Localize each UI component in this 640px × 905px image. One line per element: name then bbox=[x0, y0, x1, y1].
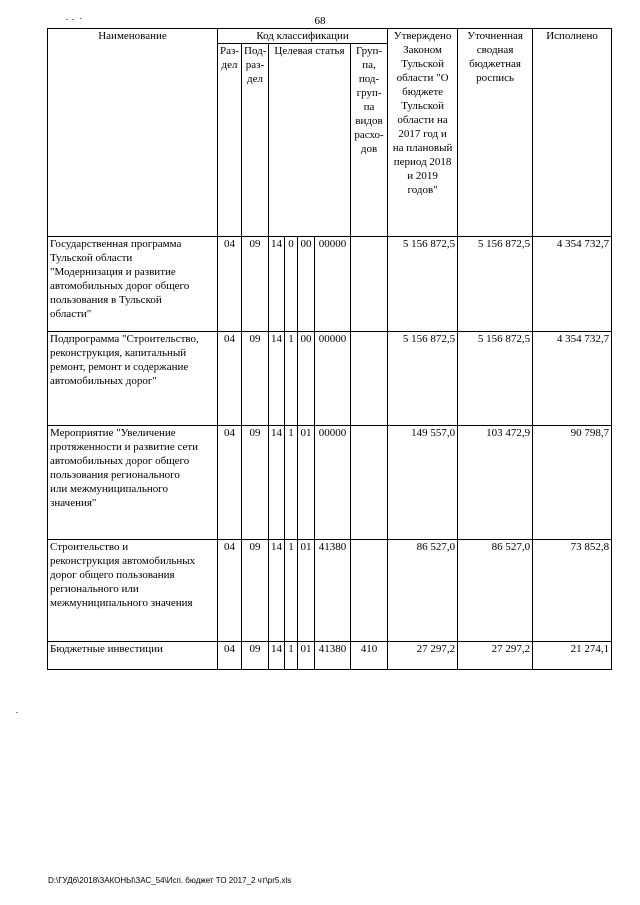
row-podrazdel: 09 bbox=[242, 332, 269, 426]
row-target-event: 01 bbox=[298, 426, 315, 540]
header-target: Целевая статья bbox=[269, 44, 351, 237]
table-row bbox=[48, 237, 612, 332]
scan-speck bbox=[80, 18, 82, 19]
row-target-program: 14 bbox=[269, 426, 285, 540]
row-name: Строительство и реконструкция автомобильных дорог общего пользования регионального или межмуниципального значения bbox=[48, 540, 218, 642]
row-name: Мероприятие "Увеличение протяженности и развитие сети автомобильных дорог общего пользования регионального или межмуниципального значения" bbox=[48, 426, 218, 540]
row-razdel: 04 bbox=[218, 426, 242, 540]
row-approved: 86 527,0 bbox=[388, 540, 458, 642]
file-path-footer: D:\ГУД6\2018\ЗАКОНЫ\ЗАС_54\Исп. бюджет ТО 2017_2 чт\pr5.xls bbox=[48, 876, 292, 885]
row-target-direction: 00000 bbox=[315, 237, 351, 332]
row-name: Подпрограмма "Строительство, реконструкция, капитальный ремонт, ремонт и содержание автомобильных дорог" bbox=[48, 332, 218, 426]
row-target-subprogram: 1 bbox=[285, 426, 298, 540]
row-target-program: 14 bbox=[269, 237, 285, 332]
header-name: Наименование bbox=[48, 29, 218, 237]
row-target-subprogram: 1 bbox=[285, 642, 298, 670]
header-razdel: Раз- дел bbox=[218, 44, 242, 237]
row-podrazdel: 09 bbox=[242, 426, 269, 540]
row-target-program: 14 bbox=[269, 332, 285, 426]
row-target-direction: 41380 bbox=[315, 642, 351, 670]
row-refined: 103 472,9 bbox=[458, 426, 533, 540]
row-podrazdel: 09 bbox=[242, 540, 269, 642]
scan-speck bbox=[72, 19, 74, 20]
table-row bbox=[48, 642, 612, 670]
table-row bbox=[48, 332, 612, 426]
row-target-program: 14 bbox=[269, 540, 285, 642]
row-name: Бюджетные инвестиции bbox=[48, 642, 218, 670]
row-target-subprogram: 1 bbox=[285, 332, 298, 426]
row-executed: 4 354 732,7 bbox=[533, 237, 612, 332]
row-razdel: 04 bbox=[218, 540, 242, 642]
header-group: Груп- па, под- груп- па видов расхо- дов bbox=[351, 44, 388, 237]
row-target-direction: 41380 bbox=[315, 540, 351, 642]
header-row-1 bbox=[48, 29, 612, 44]
budget-table bbox=[47, 28, 612, 670]
row-group bbox=[351, 540, 388, 642]
row-refined: 5 156 872,5 bbox=[458, 237, 533, 332]
row-executed: 4 354 732,7 bbox=[533, 332, 612, 426]
row-razdel: 04 bbox=[218, 642, 242, 670]
row-name: Государственная программа Тульской области "Модернизация и развитие автомобильных дорог общего пользования в Тульской области" bbox=[48, 237, 218, 332]
row-razdel: 04 bbox=[218, 237, 242, 332]
row-group bbox=[351, 237, 388, 332]
header-podrazdel: Под- раз- дел bbox=[242, 44, 269, 237]
row-target-event: 00 bbox=[298, 332, 315, 426]
header-executed: Исполнено bbox=[533, 29, 612, 237]
header-approved: Утверждено Законом Тульской области "О бюджете Тульской области на 2017 год и на плановый период 2018 и 2019 годов" bbox=[388, 29, 458, 237]
row-approved: 149 557,0 bbox=[388, 426, 458, 540]
row-refined: 5 156 872,5 bbox=[458, 332, 533, 426]
scan-speck bbox=[66, 19, 68, 20]
row-refined: 27 297,2 bbox=[458, 642, 533, 670]
row-approved: 27 297,2 bbox=[388, 642, 458, 670]
row-group: 410 bbox=[351, 642, 388, 670]
header-code: Код классификации bbox=[218, 29, 388, 44]
row-target-program: 14 bbox=[269, 642, 285, 670]
scan-speck bbox=[16, 712, 18, 713]
row-executed: 21 274,1 bbox=[533, 642, 612, 670]
row-approved: 5 156 872,5 bbox=[388, 237, 458, 332]
row-target-direction: 00000 bbox=[315, 426, 351, 540]
row-group bbox=[351, 332, 388, 426]
row-executed: 90 798,7 bbox=[533, 426, 612, 540]
row-podrazdel: 09 bbox=[242, 642, 269, 670]
row-target-direction: 00000 bbox=[315, 332, 351, 426]
row-group bbox=[351, 426, 388, 540]
row-target-subprogram: 1 bbox=[285, 540, 298, 642]
row-podrazdel: 09 bbox=[242, 237, 269, 332]
row-executed: 73 852,8 bbox=[533, 540, 612, 642]
row-approved: 5 156 872,5 bbox=[388, 332, 458, 426]
header-refined: Уточненная сводная бюджетная роспись bbox=[458, 29, 533, 237]
row-target-event: 01 bbox=[298, 642, 315, 670]
row-target-event: 01 bbox=[298, 540, 315, 642]
table-row bbox=[48, 540, 612, 642]
row-razdel: 04 bbox=[218, 332, 242, 426]
row-refined: 86 527,0 bbox=[458, 540, 533, 642]
table-row bbox=[48, 426, 612, 540]
row-target-event: 00 bbox=[298, 237, 315, 332]
page-number: 68 bbox=[314, 15, 326, 27]
row-target-subprogram: 0 bbox=[285, 237, 298, 332]
